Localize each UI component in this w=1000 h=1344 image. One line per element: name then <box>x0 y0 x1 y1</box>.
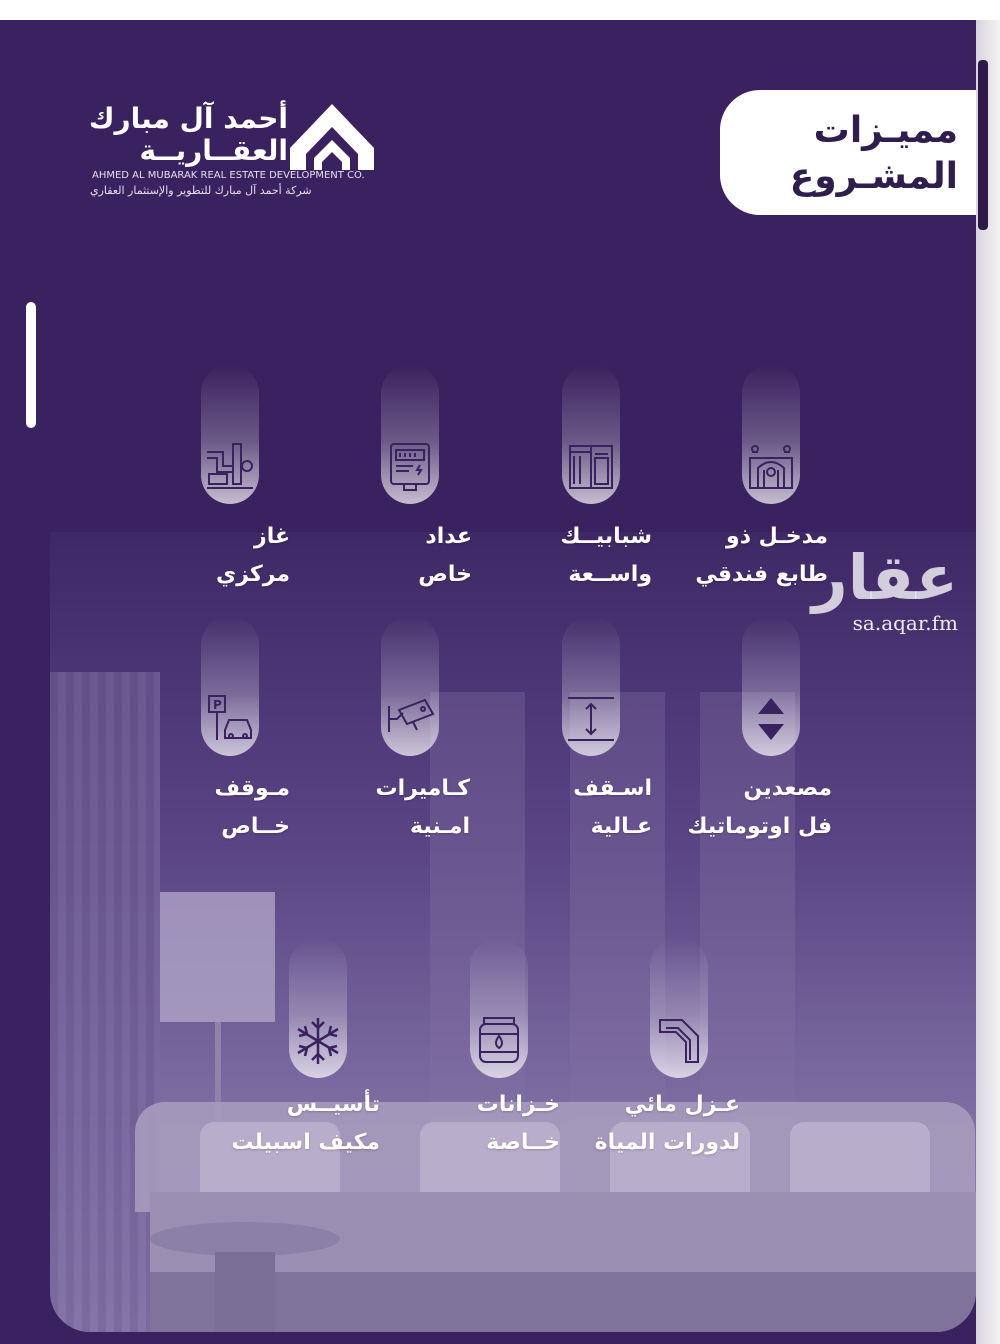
page-title <box>790 108 958 200</box>
feature-pill-parking <box>201 616 259 756</box>
logo-mark-icon <box>286 100 378 172</box>
page-frame <box>0 20 976 1344</box>
coffee-table-base <box>215 1252 275 1332</box>
snowflake-icon <box>291 1014 345 1068</box>
title-box <box>720 90 976 215</box>
edge-bar <box>978 60 988 230</box>
feature-label-meter: عداد خاص <box>418 524 472 587</box>
company-logo <box>90 102 390 222</box>
feature-label-hotel-entrance: مدخـل ذو طابع فندقي <box>695 524 828 587</box>
aqar-watermark <box>812 541 958 635</box>
logo-arabic-line1: أحمد آل مبارك <box>88 102 288 135</box>
feature-pill-ceiling <box>562 616 620 756</box>
feature-pill-meter <box>381 364 439 504</box>
logo-english-name: AHMED AL MUBARAK REAL ESTATE DEVELOPMENT CO. <box>92 170 365 181</box>
title-line1: مميـزات <box>813 110 958 151</box>
logo-arabic-subtitle: شركة أحمد آل مبارك للتطوير والإستثمار العقاري <box>90 184 312 197</box>
feature-pill-hotel-gate <box>742 364 800 504</box>
watermark-arabic: عقار <box>812 541 958 614</box>
svg-text:P: P <box>213 698 222 712</box>
hotel-gate-icon <box>744 440 798 494</box>
feature-label-cameras: كـاميرات امـنية <box>375 776 470 839</box>
watermark-url: sa.aqar.fm <box>852 611 958 635</box>
security-camera-icon <box>383 692 437 746</box>
feature-pill-tank <box>470 938 528 1078</box>
curtain <box>50 672 160 1332</box>
meter-icon <box>383 440 437 494</box>
feature-pill-elevator <box>742 616 800 756</box>
feature-pill-ac <box>289 938 347 1078</box>
logo-arabic-line2: العقــاريــة <box>139 134 288 167</box>
feature-label-waterproofing: عـزل مائي لدورات المياة <box>594 1092 740 1155</box>
water-tank-icon <box>472 1014 526 1068</box>
feature-pill-camera <box>381 616 439 756</box>
feature-label-tanks: خـزانات خــاصة <box>476 1092 560 1155</box>
scroll-indicator[interactable] <box>26 302 36 428</box>
right-edge-strip <box>976 20 1000 1344</box>
window-icon <box>564 440 618 494</box>
floor-lamp <box>160 892 275 1022</box>
feature-label-gas: غاز مركزي <box>216 524 290 587</box>
feature-label-split-ac: تأسيــس مكيف اسبيلت <box>231 1092 380 1155</box>
waterproofing-icon <box>652 1014 706 1068</box>
gas-pipe-icon <box>203 440 257 494</box>
feature-label-windows: شبابيــك واســعة <box>560 524 652 587</box>
ceiling-height-icon <box>564 692 618 746</box>
feature-label-elevators: مصعدين فل اوتوماتيك <box>687 776 832 839</box>
feature-pill-gas <box>201 364 259 504</box>
coffee-table <box>150 1222 340 1256</box>
elevator-icon <box>744 692 798 746</box>
feature-label-parking: مـوقف خــاص <box>214 776 290 839</box>
parking-icon <box>203 692 257 746</box>
feature-pill-window <box>562 364 620 504</box>
feature-pill-waterproofing <box>650 938 708 1078</box>
feature-label-ceilings: اسـقف عـالية <box>573 776 652 839</box>
living-room-photo <box>50 532 976 1332</box>
title-line2: المشـروع <box>789 156 958 197</box>
